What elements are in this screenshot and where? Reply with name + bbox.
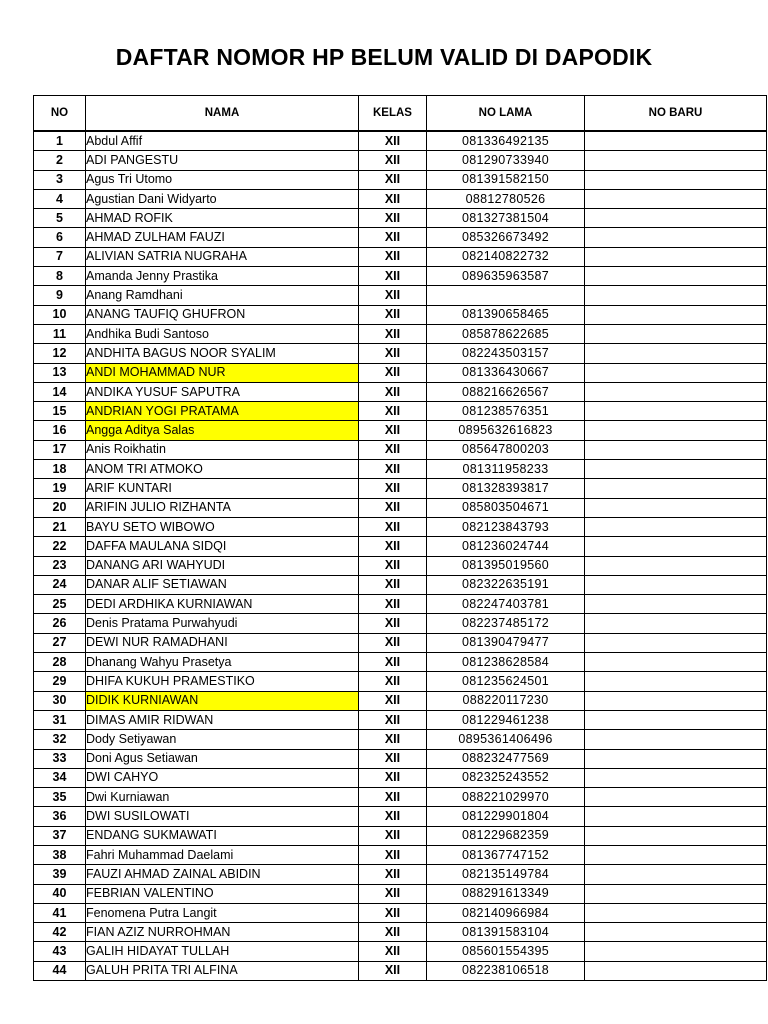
cell-no-lama: 081327381504: [427, 209, 585, 228]
table-row: [34, 324, 767, 343]
cell-kelas: XII: [359, 324, 427, 343]
cell-no-lama: [427, 286, 585, 305]
cell-kelas: XII: [359, 749, 427, 768]
cell-nama: DAFFA MAULANA SIDQI: [86, 537, 359, 556]
cell-no-lama: 082123843793: [427, 517, 585, 536]
cell-nama: Dody Setiyawan: [86, 730, 359, 749]
table-row: [34, 305, 767, 324]
cell-no-lama: 081367747152: [427, 845, 585, 864]
page-title: DAFTAR NOMOR HP BELUM VALID DI DAPODIK: [115, 44, 653, 70]
cell-no-baru: [585, 460, 767, 479]
cell-no-lama: 085601554395: [427, 942, 585, 961]
cell-kelas: XII: [359, 131, 427, 151]
cell-no-lama: 081229682359: [427, 826, 585, 845]
cell-nama: BAYU SETO WIBOWO: [86, 517, 359, 536]
table-row: [34, 170, 767, 189]
table-row: [34, 826, 767, 845]
cell-kelas: XII: [359, 460, 427, 479]
cell-no-lama: 081336492135: [427, 131, 585, 151]
cell-no-lama: 082140822732: [427, 247, 585, 266]
cell-nama: DIDIK KURNIAWAN: [86, 691, 359, 710]
cell-kelas: XII: [359, 537, 427, 556]
cell-nama: Angga Aditya Salas: [86, 421, 359, 440]
cell-no-baru: [585, 903, 767, 922]
table-row: [34, 595, 767, 614]
cell-kelas: XII: [359, 845, 427, 864]
cell-no-lama: 085326673492: [427, 228, 585, 247]
cell-no-baru: [585, 633, 767, 652]
cell-nama: Fahri Muhammad Daelami: [86, 845, 359, 864]
cell-no-baru: [585, 267, 767, 286]
cell-nama: FAUZI AHMAD ZAINAL ABIDIN: [86, 865, 359, 884]
cell-nama: DEDI ARDHIKA KURNIAWAN: [86, 595, 359, 614]
cell-no-baru: [585, 884, 767, 903]
column-header-kelas: KELAS: [359, 96, 427, 132]
cell-nama: GALUH PRITA TRI ALFINA: [86, 961, 359, 980]
cell-no: 21: [34, 517, 86, 536]
cell-no-baru: [585, 189, 767, 208]
cell-no-baru: [585, 286, 767, 305]
cell-no-lama: 089635963587: [427, 267, 585, 286]
cell-no: 42: [34, 923, 86, 942]
cell-no: 6: [34, 228, 86, 247]
table-row: [34, 517, 767, 536]
cell-nama: Amanda Jenny Prastika: [86, 267, 359, 286]
cell-no: 33: [34, 749, 86, 768]
cell-kelas: XII: [359, 923, 427, 942]
cell-no-lama: 0895632616823: [427, 421, 585, 440]
cell-kelas: XII: [359, 903, 427, 922]
cell-nama: ANOM TRI ATMOKO: [86, 460, 359, 479]
cell-nama: FEBRIAN VALENTINO: [86, 884, 359, 903]
cell-no: 7: [34, 247, 86, 266]
table-row: [34, 460, 767, 479]
cell-nama: DANANG ARI WAHYUDI: [86, 556, 359, 575]
cell-no-lama: 0895361406496: [427, 730, 585, 749]
cell-kelas: XII: [359, 942, 427, 961]
cell-kelas: XII: [359, 267, 427, 286]
table-row: [34, 344, 767, 363]
table-row: [34, 286, 767, 305]
table-body: [34, 131, 767, 981]
table-row: [34, 267, 767, 286]
table-row: [34, 498, 767, 517]
cell-kelas: XII: [359, 768, 427, 787]
cell-nama: GALIH HIDAYAT TULLAH: [86, 942, 359, 961]
cell-no: 17: [34, 440, 86, 459]
table-row: [34, 768, 767, 787]
cell-no-baru: [585, 537, 767, 556]
cell-no-lama: 082238106518: [427, 961, 585, 980]
cell-kelas: XII: [359, 382, 427, 401]
table-row: [34, 440, 767, 459]
table-row: [34, 247, 767, 266]
cell-no-lama: 081391583104: [427, 923, 585, 942]
cell-kelas: XII: [359, 440, 427, 459]
cell-no-baru: [585, 324, 767, 343]
cell-kelas: XII: [359, 209, 427, 228]
cell-no: 44: [34, 961, 86, 980]
cell-kelas: XII: [359, 421, 427, 440]
cell-no-baru: [585, 556, 767, 575]
cell-no: 10: [34, 305, 86, 324]
cell-nama: Anang Ramdhani: [86, 286, 359, 305]
cell-no: 9: [34, 286, 86, 305]
cell-no: 8: [34, 267, 86, 286]
cell-no-baru: [585, 575, 767, 594]
cell-kelas: XII: [359, 228, 427, 247]
cell-no: 38: [34, 845, 86, 864]
table-row: [34, 691, 767, 710]
table-row: [34, 382, 767, 401]
cell-kelas: XII: [359, 730, 427, 749]
cell-nama: DANAR ALIF SETIAWAN: [86, 575, 359, 594]
cell-nama: AHMAD ROFIK: [86, 209, 359, 228]
cell-nama: DEWI NUR RAMADHANI: [86, 633, 359, 652]
cell-no-lama: 082135149784: [427, 865, 585, 884]
cell-kelas: XII: [359, 575, 427, 594]
table-row: [34, 865, 767, 884]
cell-no-baru: [585, 595, 767, 614]
cell-nama: Dwi Kurniawan: [86, 788, 359, 807]
cell-no-lama: 082247403781: [427, 595, 585, 614]
cell-no-baru: [585, 942, 767, 961]
cell-no: 11: [34, 324, 86, 343]
cell-no-lama: 082140966984: [427, 903, 585, 922]
cell-no-lama: 081395019560: [427, 556, 585, 575]
cell-no: 26: [34, 614, 86, 633]
cell-no: 12: [34, 344, 86, 363]
cell-no-baru: [585, 691, 767, 710]
column-header-no-baru: NO BARU: [585, 96, 767, 132]
table-row: [34, 151, 767, 170]
cell-no-lama: 081390479477: [427, 633, 585, 652]
table-row: [34, 131, 767, 151]
cell-kelas: XII: [359, 344, 427, 363]
cell-no-baru: [585, 170, 767, 189]
cell-no: 37: [34, 826, 86, 845]
cell-no-baru: [585, 305, 767, 324]
cell-nama: ANANG TAUFIQ GHUFRON: [86, 305, 359, 324]
table-row: [34, 961, 767, 980]
cell-nama: Andhika Budi Santoso: [86, 324, 359, 343]
table-row: [34, 730, 767, 749]
cell-no: 41: [34, 903, 86, 922]
cell-nama: Fenomena Putra Langit: [86, 903, 359, 922]
cell-nama: Dhanang Wahyu Prasetya: [86, 653, 359, 672]
cell-kelas: XII: [359, 151, 427, 170]
cell-no: 36: [34, 807, 86, 826]
cell-no-baru: [585, 961, 767, 980]
cell-no: 19: [34, 479, 86, 498]
cell-no-lama: 088216626567: [427, 382, 585, 401]
cell-no: 39: [34, 865, 86, 884]
cell-kelas: XII: [359, 633, 427, 652]
cell-nama: ARIFIN JULIO RIZHANTA: [86, 498, 359, 517]
cell-kelas: XII: [359, 595, 427, 614]
cell-no-baru: [585, 517, 767, 536]
column-header-no: NO: [34, 96, 86, 132]
cell-kelas: XII: [359, 286, 427, 305]
cell-no: 28: [34, 653, 86, 672]
cell-no: 43: [34, 942, 86, 961]
table-row: [34, 556, 767, 575]
cell-no-baru: [585, 730, 767, 749]
cell-nama: Agus Tri Utomo: [86, 170, 359, 189]
cell-no-baru: [585, 421, 767, 440]
cell-no: 27: [34, 633, 86, 652]
cell-kelas: XII: [359, 614, 427, 633]
table-row: [34, 749, 767, 768]
cell-no-lama: 081238628584: [427, 653, 585, 672]
cell-no-baru: [585, 788, 767, 807]
cell-nama: ANDRIAN YOGI PRATAMA: [86, 402, 359, 421]
cell-no-baru: [585, 209, 767, 228]
table-row: [34, 884, 767, 903]
cell-kelas: XII: [359, 788, 427, 807]
cell-no: 30: [34, 691, 86, 710]
cell-no: 25: [34, 595, 86, 614]
cell-no-baru: [585, 768, 767, 787]
cell-kelas: XII: [359, 653, 427, 672]
cell-no-baru: [585, 440, 767, 459]
cell-nama: ANDI MOHAMMAD NUR: [86, 363, 359, 382]
cell-nama: ENDANG SUKMAWATI: [86, 826, 359, 845]
cell-kelas: XII: [359, 691, 427, 710]
cell-kelas: XII: [359, 517, 427, 536]
table-row: [34, 653, 767, 672]
cell-nama: ANDHITA BAGUS NOOR SYALIM: [86, 344, 359, 363]
cell-kelas: XII: [359, 189, 427, 208]
cell-kelas: XII: [359, 710, 427, 729]
table-row: [34, 189, 767, 208]
cell-no-baru: [585, 749, 767, 768]
cell-no-baru: [585, 131, 767, 151]
cell-no-baru: [585, 344, 767, 363]
cell-no-baru: [585, 865, 767, 884]
cell-no-baru: [585, 826, 767, 845]
cell-no-lama: 081328393817: [427, 479, 585, 498]
table-row: [34, 633, 767, 652]
table-row: [34, 845, 767, 864]
cell-no-lama: 088220117230: [427, 691, 585, 710]
cell-kelas: XII: [359, 826, 427, 845]
table-row: [34, 807, 767, 826]
cell-no: 18: [34, 460, 86, 479]
cell-no-baru: [585, 151, 767, 170]
table-row: [34, 923, 767, 942]
cell-nama: ALIVIAN SATRIA NUGRAHA: [86, 247, 359, 266]
cell-no-baru: [585, 228, 767, 247]
cell-no-lama: 085878622685: [427, 324, 585, 343]
cell-nama: Denis Pratama Purwahyudi: [86, 614, 359, 633]
table-row: [34, 537, 767, 556]
cell-no-baru: [585, 382, 767, 401]
cell-no-baru: [585, 653, 767, 672]
phone-number-table: [33, 95, 767, 981]
cell-no: 20: [34, 498, 86, 517]
table-row: [34, 421, 767, 440]
cell-kelas: XII: [359, 363, 427, 382]
cell-nama: Doni Agus Setiawan: [86, 749, 359, 768]
cell-nama: ADI PANGESTU: [86, 151, 359, 170]
cell-no-lama: 085803504671: [427, 498, 585, 517]
table-row: [34, 903, 767, 922]
cell-no: 32: [34, 730, 86, 749]
cell-kelas: XII: [359, 402, 427, 421]
cell-no: 16: [34, 421, 86, 440]
cell-no-baru: [585, 614, 767, 633]
table-row: [34, 614, 767, 633]
cell-nama: AHMAD ZULHAM FAUZI: [86, 228, 359, 247]
cell-kelas: XII: [359, 556, 427, 575]
cell-no-lama: 088291613349: [427, 884, 585, 903]
cell-kelas: XII: [359, 884, 427, 903]
cell-no: 14: [34, 382, 86, 401]
cell-no-baru: [585, 923, 767, 942]
cell-kelas: XII: [359, 479, 427, 498]
table-row: [34, 710, 767, 729]
cell-no: 13: [34, 363, 86, 382]
cell-nama: DWI CAHYO: [86, 768, 359, 787]
cell-kelas: XII: [359, 247, 427, 266]
cell-nama: DHIFA KUKUH PRAMESTIKO: [86, 672, 359, 691]
cell-nama: Agustian Dani Widyarto: [86, 189, 359, 208]
cell-no: 22: [34, 537, 86, 556]
cell-nama: DWI SUSILOWATI: [86, 807, 359, 826]
table-row: [34, 942, 767, 961]
cell-no: 29: [34, 672, 86, 691]
cell-no: 15: [34, 402, 86, 421]
cell-kelas: XII: [359, 961, 427, 980]
cell-no: 4: [34, 189, 86, 208]
table-row: [34, 788, 767, 807]
cell-no-lama: 085647800203: [427, 440, 585, 459]
cell-no-lama: 081390658465: [427, 305, 585, 324]
cell-no-lama: 08812780526: [427, 189, 585, 208]
table-row: [34, 479, 767, 498]
cell-nama: FIAN AZIZ NURROHMAN: [86, 923, 359, 942]
cell-no-lama: 081336430667: [427, 363, 585, 382]
cell-no-lama: 082237485172: [427, 614, 585, 633]
cell-nama: ANDIKA YUSUF SAPUTRA: [86, 382, 359, 401]
cell-no-baru: [585, 807, 767, 826]
cell-nama: ARIF KUNTARI: [86, 479, 359, 498]
cell-no: 31: [34, 710, 86, 729]
cell-no: 34: [34, 768, 86, 787]
cell-kelas: XII: [359, 498, 427, 517]
cell-no: 35: [34, 788, 86, 807]
cell-no: 40: [34, 884, 86, 903]
cell-kelas: XII: [359, 672, 427, 691]
cell-no-lama: 082322635191: [427, 575, 585, 594]
cell-no-lama: 088221029970: [427, 788, 585, 807]
table-row: [34, 209, 767, 228]
cell-nama: Abdul Affif: [86, 131, 359, 151]
cell-no-lama: 088232477569: [427, 749, 585, 768]
cell-no-baru: [585, 402, 767, 421]
cell-nama: DIMAS AMIR RIDWAN: [86, 710, 359, 729]
cell-no-baru: [585, 710, 767, 729]
table-row: [34, 575, 767, 594]
cell-no-lama: 081290733940: [427, 151, 585, 170]
cell-kelas: XII: [359, 865, 427, 884]
cell-no: 24: [34, 575, 86, 594]
cell-no: 2: [34, 151, 86, 170]
cell-no-lama: 082243503157: [427, 344, 585, 363]
column-header-no-lama: NO LAMA: [427, 96, 585, 132]
cell-no-baru: [585, 363, 767, 382]
cell-no: 23: [34, 556, 86, 575]
cell-no-baru: [585, 498, 767, 517]
cell-no-lama: 081236024744: [427, 537, 585, 556]
cell-no: 1: [34, 131, 86, 151]
cell-no: 3: [34, 170, 86, 189]
cell-no-baru: [585, 672, 767, 691]
cell-kelas: XII: [359, 807, 427, 826]
cell-nama: Anis Roikhatin: [86, 440, 359, 459]
cell-no-baru: [585, 479, 767, 498]
table-row: [34, 672, 767, 691]
table-header-row: [34, 96, 767, 132]
cell-no-lama: 082325243552: [427, 768, 585, 787]
table-row: [34, 363, 767, 382]
cell-kelas: XII: [359, 305, 427, 324]
cell-no-lama: 081391582150: [427, 170, 585, 189]
cell-no-lama: 081311958233: [427, 460, 585, 479]
table-row: [34, 228, 767, 247]
cell-no-baru: [585, 845, 767, 864]
cell-no-baru: [585, 247, 767, 266]
cell-no: 5: [34, 209, 86, 228]
column-header-nama: NAMA: [86, 96, 359, 132]
table-row: [34, 402, 767, 421]
cell-no-lama: 081235624501: [427, 672, 585, 691]
cell-no-lama: 081229901804: [427, 807, 585, 826]
cell-kelas: XII: [359, 170, 427, 189]
cell-no-lama: 081238576351: [427, 402, 585, 421]
cell-no-lama: 081229461238: [427, 710, 585, 729]
